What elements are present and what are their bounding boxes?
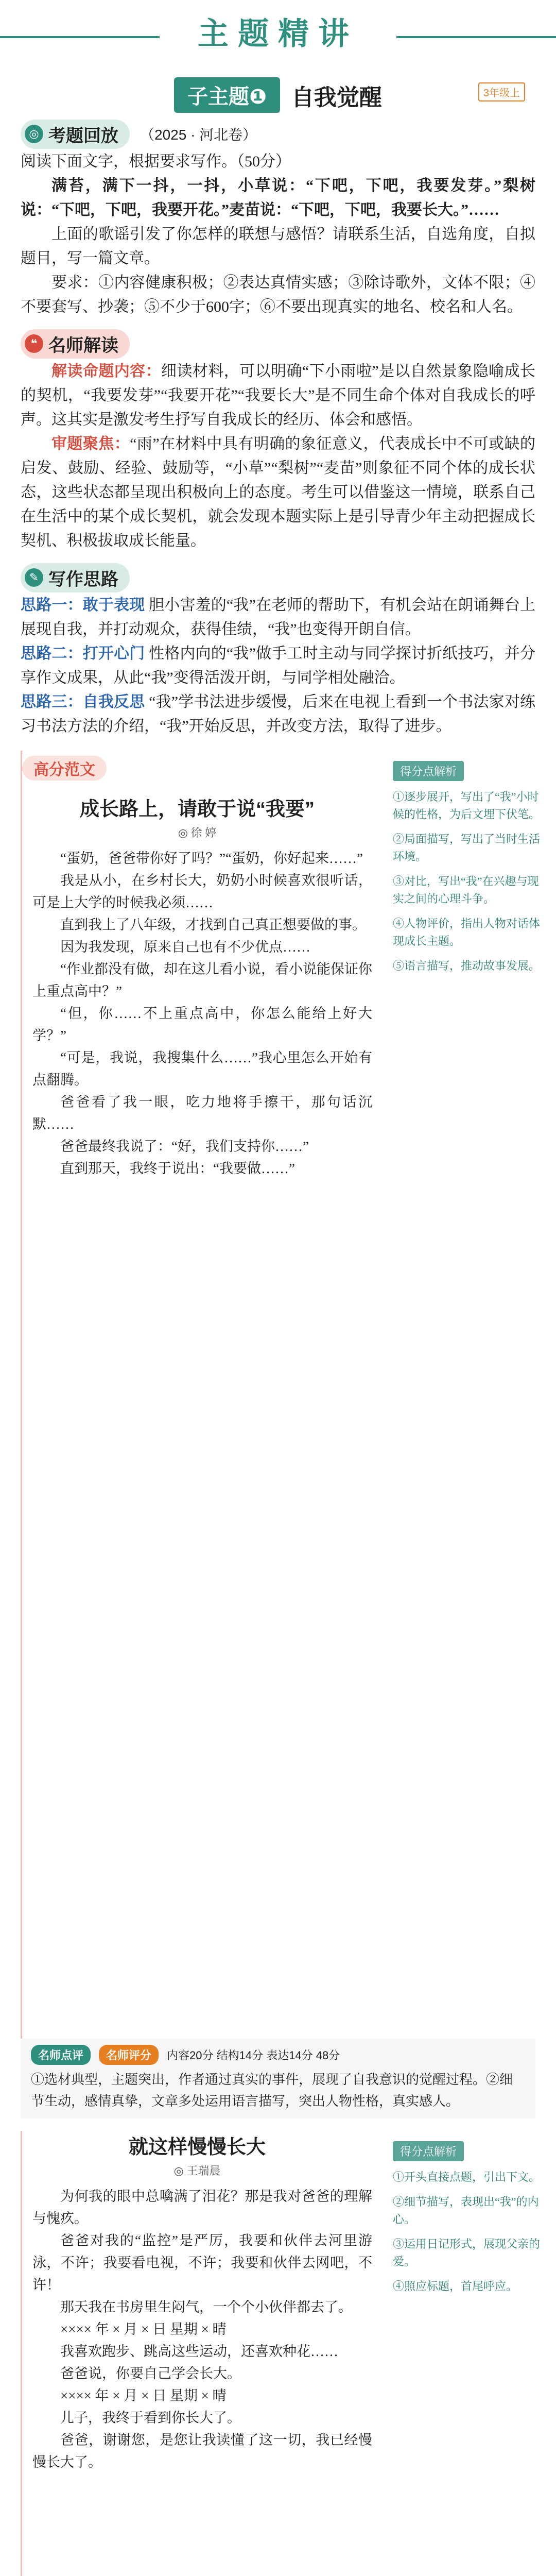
essay-1-para: “作业都没有做，却在这儿看小说，看小说能保证你上重点高中？” — [32, 961, 372, 999]
guide-key-3: 思路三：自我反思 — [21, 693, 145, 710]
exam-task: 上面的歌谣引发了你怎样的联想与感悟？请联系生活，自选角度，自拟题目，写一篇文章。 — [21, 226, 535, 267]
note: ③对比，写出“我”在兴趣与现实之间的心理斗争。 — [393, 875, 539, 905]
header-line-left — [0, 36, 160, 38]
comment-tag: 名师点评 — [31, 2045, 91, 2065]
essay-1-para: 因为我发现，原来自己也有不少优点…… — [60, 939, 310, 955]
exam-section — [21, 118, 535, 319]
score-text: 内容20分 结构14分 表达14分 48分 — [167, 2049, 340, 2062]
note: ②细节描写，表现出“我”的内心。 — [393, 2195, 539, 2226]
exam-source: （2025 · 河北卷） — [140, 127, 257, 143]
note: ①开头直接点题，引出下文。 — [393, 2171, 541, 2183]
score-tag: 名师评分 — [99, 2045, 159, 2065]
essay-1-para: “可是，我说，我搜集什么……”我心里怎么开始有点翻腾。 — [32, 1050, 372, 1088]
essay-tag: 高分范文 — [22, 756, 107, 781]
essay-1-para: 直到那天，我终于说出：“我要做……” — [60, 1161, 295, 1176]
subtopic-row — [0, 77, 556, 113]
exam-poem: 满苔，满下一抖，一抖，小草说：“下吧，下吧，我要发芽。”梨树说：“下吧，下吧，我要开花。”麦苗说：“下吧，下吧，我要长大。”…… — [21, 177, 535, 218]
essay-1-para: 直到我上了八年级，才找到自己真正想要做的事。 — [60, 917, 366, 933]
essay-2-para: 爸爸，谢谢您，是您让我读懂了这一切，我已经慢慢长大了。 — [32, 2432, 372, 2470]
guide-text-1: 胆小害羞的“我”在老师的帮助下，有机会站在朗诵舞台上展现自我，并打动观众，获得佳绩，“我”也变得开朗自信。 — [21, 597, 536, 638]
note: ④人物评价，指出人物对话体现成长主题。 — [393, 917, 541, 947]
target-icon: ◎ — [25, 125, 43, 143]
essay-1-notes — [393, 761, 547, 975]
guide-text-3: “我”学书法进步缓慢，后来在电视上看到一个书法家对练习书法方法的介绍，“我”开始反思，并改变方法，取得了进步。 — [21, 693, 536, 735]
essay-2-para: 儿子，我终于看到你长大了。 — [60, 2410, 241, 2426]
notes-tag: 得分点解析 — [393, 2141, 464, 2161]
subtopic-name: 自我觉醒 — [291, 84, 382, 110]
essay-1-para: 爸爸最终我说了：“好，我们支持你……” — [60, 1139, 309, 1154]
note: ④照应标题，首尾呼应。 — [393, 2280, 518, 2293]
comment-text: ①选材典型，主题突出，作者通过真实的事件，展现了自我意识的觉醒过程。②细节生动，感情真挚，文章多处运用语言描写，突出人物性格，真实感人。 — [31, 2072, 513, 2109]
essay-2-notes — [393, 2141, 547, 2295]
guide-text-2: 性格内向的“我”做手工时主动与同学探讨折纸技巧，并分享作文成果，从此“我”变得活泼开朗，与同学相处融洽。 — [21, 645, 536, 686]
interpret-key-2: 审题聚焦： — [51, 435, 130, 452]
guide-key-1: 思路一：敢于表现 — [21, 597, 145, 614]
interpret-key-1: 解读命题内容： — [51, 363, 162, 380]
essay-1-para: “蛋奶，爸爸带你好了吗？”“蛋奶，你好起来……” — [60, 851, 363, 866]
pen-icon: ✎ — [25, 568, 43, 587]
essay-2-para: 爸爸说，你要自己学会长大。 — [60, 2366, 241, 2381]
essay-1-para: 爸爸看了我一眼，吃力地将手擦干，那句话沉默…… — [32, 1094, 372, 1132]
note: ②局面描写，写出了当时生活环境。 — [393, 833, 541, 863]
notes-tag: 得分点解析 — [393, 761, 464, 781]
essay-1-author: ◎ 徐 婷 — [178, 826, 217, 839]
essay-1 — [21, 751, 541, 2039]
header-line-right — [396, 36, 556, 38]
quote-icon: ❝ — [25, 334, 43, 353]
guide-section — [21, 562, 535, 738]
interpret-label: 名师解读 — [48, 335, 118, 355]
exam-label: 考题回放 — [48, 126, 118, 146]
interpret-text-1: 细读材料，可以明确“下小雨啦”是以自然景象隐喻成长的契机，“我要发芽”“我要开花”“我要长大”是不同生命个体对自我成长的呼声。这其实是激发考生抒写自我成长的经历、体会和感悟。 — [21, 363, 536, 428]
guide-label: 写作思路 — [48, 569, 118, 589]
guide-key-2: 思路二：打开心门 — [21, 645, 145, 662]
page-title: 主题精讲 — [182, 9, 374, 54]
essay-2-para: 我喜欢跑步、跳高这些运动，还喜欢种花…… — [60, 2344, 338, 2359]
note: ⑤语言描写，推动故事发展。 — [393, 959, 541, 972]
essay-2-para: 那天我在书房里生闷气，一个个小伙伴都去了。 — [60, 2299, 352, 2315]
essay-2-author: ◎ 王瑞晨 — [173, 2164, 221, 2177]
essay-1-para: “但，你……不上重点高中，你怎么能给上好大学？” — [32, 1006, 372, 1043]
essay-2-para: 爸爸对我的“监控”是严厉，我要和伙伴去河里游泳，不许；我要看电视，不许；我要和伙伴去网吧，不许！ — [32, 2233, 372, 2293]
essay-2-body — [22, 2185, 372, 2473]
essay-2-title: 就这样慢慢长大 — [128, 2137, 266, 2158]
essay-2 — [21, 2131, 541, 2576]
interpret-section — [21, 328, 535, 553]
note: ③运用日记形式，展现父亲的爱。 — [393, 2238, 541, 2268]
essay-1-title: 成长路上，请敢于说“我要” — [79, 799, 315, 820]
subtopic-tag: 子主题❶ — [174, 77, 280, 113]
page-header — [0, 0, 556, 77]
essay-2-para: ×××× 年 × 月 × 日 星期 × 晴 — [60, 2388, 227, 2403]
interpret-text-2: “雨”在材料中具有明确的象征意义，代表成长中不可或缺的启发、鼓励、经验、鼓励等，“小草”“梨树”“麦苗”则象征不同个体的成长状态，这些状态都呈现出积极向上的态度。考生可以借鉴这一情境，联系自己在生活中的某个成长契机，就会发现本题实际上是引导青少年主动把握成长契机、积极拔取成长能量。 — [21, 435, 535, 549]
essay-2-para: ×××× 年 × 月 × 日 星期 × 晴 — [60, 2321, 227, 2337]
exam-intro: 阅读下面文字，根据要求写作。（50分） — [21, 153, 291, 170]
exam-requirements: 要求：①内容健康积极；②表达真情实感；③除诗歌外，文体不限；④不要套写、抄袭；⑤不少于600字；⑥不要出现真实的地名、校名和人名。 — [21, 274, 535, 315]
essay-2-para: 为何我的眼中总噙满了泪花？那是我对爸爸的理解与愧疚。 — [32, 2189, 372, 2226]
note: ①逐步展开，写出了“我”小时候的性格，为后文埋下伏笔。 — [393, 790, 541, 821]
essay-1-comment — [21, 2039, 535, 2119]
essay-1-para: 我是从小，在乡村长大，奶奶小时候喜欢很听话，可是上大学的时候我必须…… — [32, 873, 372, 910]
grade-badge: 3年级上 — [478, 82, 525, 101]
essay-1-body — [22, 848, 372, 1180]
